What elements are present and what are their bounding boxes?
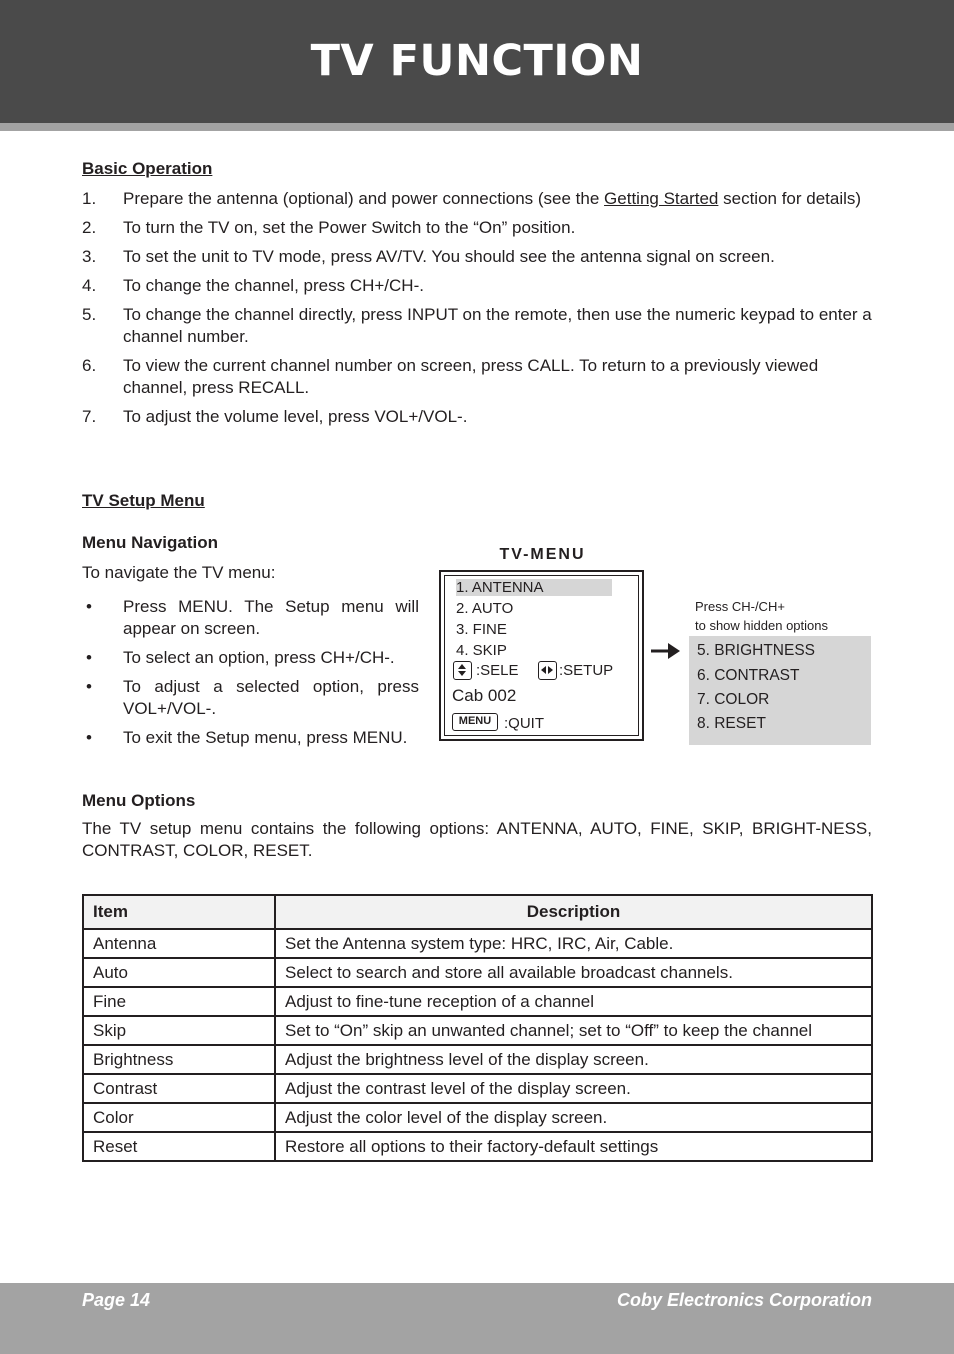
setup-label: :SETUP — [559, 662, 614, 679]
right-arrow-icon — [651, 641, 681, 666]
step-item — [82, 406, 872, 428]
list-item — [82, 676, 419, 720]
table-cell-description: Adjust the color level of the display screen. — [275, 1103, 872, 1132]
step-text: Prepare the antenna (optional) and power connections (see the — [123, 189, 605, 208]
menu-options-text: The TV setup menu contains the following options: ANTENNA, AUTO, FINE, SKIP, BRIGHT-NESS, CONTRAST, COLOR, RESET. — [82, 819, 872, 860]
table-cell-item: Brightness — [83, 1045, 275, 1074]
table-cell-description: Set to “On” skip an unwanted channel; set to “Off” to keep the channel — [275, 1016, 872, 1045]
table-cell-description: Restore all options to their factory-default settings — [275, 1132, 872, 1161]
table-row — [83, 1103, 872, 1132]
table-row — [83, 1132, 872, 1161]
menu-navigation-heading: Menu Navigation — [82, 533, 219, 552]
channel-readout: Cab 002 — [452, 686, 517, 705]
hidden-item-reset: 8. RESET — [697, 715, 766, 732]
step-text: To view the current channel number on screen, press CALL. To return to a previously viewed channel, press RECALL. — [123, 356, 819, 397]
step-text: To turn the TV on, set the Power Switch to the “On” position. — [123, 218, 576, 237]
page-title: TV FUNCTION — [310, 36, 644, 86]
hidden-options-note — [695, 597, 828, 635]
table-row — [83, 958, 872, 987]
select-label: :SELE — [476, 662, 519, 679]
step-number: 2. — [82, 218, 97, 237]
step-number: 1. — [82, 189, 97, 208]
list-item — [82, 596, 419, 640]
list-item — [82, 647, 419, 669]
bullet-text: Press MENU. The Setup menu will appear on screen. — [123, 597, 419, 638]
bullet-symbol: • — [86, 648, 92, 667]
step-number: 6. — [82, 356, 97, 375]
step-number: 7. — [82, 407, 97, 426]
bullet-symbol: • — [86, 597, 92, 616]
up-down-icon — [453, 661, 472, 680]
header-stripe — [0, 123, 954, 131]
step-item — [82, 275, 872, 297]
table-cell-item: Skip — [83, 1016, 275, 1045]
table-cell-description: Select to search and store all available broadcast channels. — [275, 958, 872, 987]
step-item — [82, 304, 872, 348]
bullet-symbol: • — [86, 728, 92, 747]
menu-key-icon: MENU — [452, 713, 498, 731]
column-header-item: Item — [83, 895, 275, 929]
table-row — [83, 1045, 872, 1074]
hidden-item-brightness: 5. BRIGHTNESS — [697, 642, 815, 659]
table-row — [83, 987, 872, 1016]
list-item — [82, 727, 419, 749]
table-cell-item: Auto — [83, 958, 275, 987]
table-cell-description: Adjust the contrast level of the display screen. — [275, 1074, 872, 1103]
bullet-text: To adjust a selected option, press VOL+/VOL-. — [123, 677, 419, 718]
table-cell-item: Reset — [83, 1132, 275, 1161]
table-cell-item: Color — [83, 1103, 275, 1132]
hidden-item-color: 7. COLOR — [697, 691, 770, 708]
page-number: Page 14 — [82, 1290, 151, 1310]
step-item — [82, 188, 872, 210]
tv-menu-item-skip: 4. SKIP — [456, 642, 507, 659]
hidden-note-line: to show hidden options — [695, 618, 828, 633]
step-text: To adjust the volume level, press VOL+/VOL-. — [123, 407, 468, 426]
tv-menu-item-auto: 2. AUTO — [456, 600, 514, 617]
step-text: To change the channel, press CH+/CH-. — [123, 276, 424, 295]
step-text: To set the unit to TV mode, press AV/TV. You should see the antenna signal on screen. — [123, 247, 775, 266]
options-table — [82, 894, 873, 1162]
company-name: Coby Electronics Corporation — [616, 1290, 872, 1310]
step-item — [82, 355, 872, 399]
table-cell-item: Contrast — [83, 1074, 275, 1103]
bullet-text: To exit the Setup menu, press MENU. — [123, 728, 408, 747]
step-text: section for details) — [718, 189, 862, 208]
quit-label: :QUIT — [504, 715, 544, 732]
step-item — [82, 217, 872, 239]
table-row — [83, 929, 872, 958]
hidden-note-line: Press CH-/CH+ — [695, 599, 785, 614]
table-cell-description: Adjust the brightness level of the display screen. — [275, 1045, 872, 1074]
menu-navigation-intro: To navigate the TV menu: — [82, 563, 276, 582]
step-number: 4. — [82, 276, 97, 295]
hidden-item-contrast: 6. CONTRAST — [697, 667, 800, 684]
step-number: 5. — [82, 305, 97, 324]
getting-started-link[interactable]: Getting Started — [604, 189, 719, 208]
left-right-icon — [538, 661, 557, 680]
tv-menu-item-fine: 3. FINE — [456, 621, 507, 638]
step-item — [82, 246, 872, 268]
navigation-bullets — [82, 596, 419, 756]
tv-setup-heading: TV Setup Menu — [82, 491, 205, 510]
column-header-description: Description — [275, 895, 872, 929]
basic-operation-heading: Basic Operation — [82, 159, 213, 178]
table-cell-description: Set the Antenna system type: HRC, IRC, Air, Cable. — [275, 929, 872, 958]
table-row — [83, 1074, 872, 1103]
table-header-row — [83, 895, 872, 929]
tv-menu-title: TV-MENU — [499, 546, 586, 563]
table-row — [83, 1016, 872, 1045]
step-number: 3. — [82, 247, 97, 266]
bullet-symbol: • — [86, 677, 92, 696]
table-cell-item: Antenna — [83, 929, 275, 958]
table-cell-description: Adjust to fine-tune reception of a channel — [275, 987, 872, 1016]
table-cell-item: Fine — [83, 987, 275, 1016]
menu-options-heading: Menu Options — [82, 791, 196, 810]
bullet-text: To select an option, press CH+/CH-. — [123, 648, 395, 667]
tv-menu-item-antenna: 1. ANTENNA — [456, 579, 612, 596]
basic-operation-steps — [82, 188, 872, 435]
step-text: To change the channel directly, press INPUT on the remote, then use the numeric keypad to enter a channel number. — [123, 305, 872, 346]
